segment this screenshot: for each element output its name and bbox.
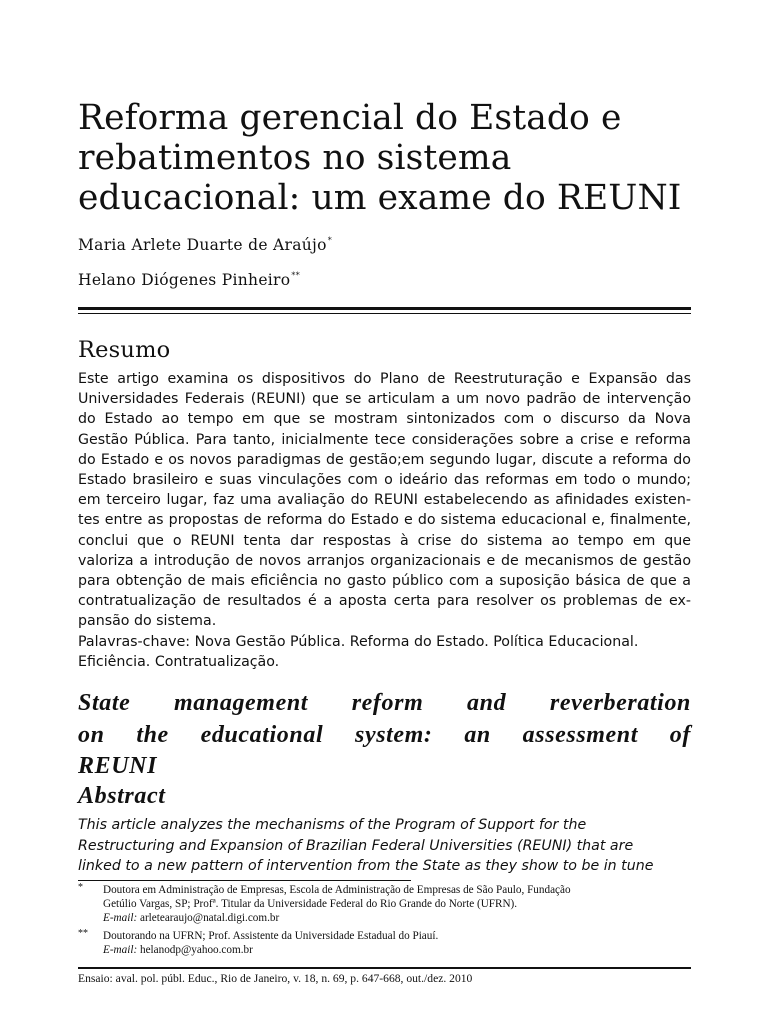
email-label: E-mail:	[103, 912, 138, 925]
abstract-line: linked to a new pattern of intervention from the State as they show to be in tune	[78, 858, 654, 874]
email-address: helanodp@yahoo.com.br	[139, 944, 253, 957]
author-1	[78, 236, 332, 254]
title-line: Reforma gerencial do Estado e	[78, 98, 622, 138]
resumo-line: Estado brasileiro e suas vinculações com o ideário das reformas em todo o mundo;	[78, 472, 691, 489]
author-name: Helano Diógenes Pinheiro	[78, 271, 291, 289]
author-name: Maria Arlete Duarte de Araújo	[78, 236, 327, 254]
footnote-text: Getúlio Vargas, SP; Profª. Titular da Universidade Federal do Rio Grande do Norte (UFRN).	[103, 898, 518, 911]
footnote-email-line	[103, 911, 279, 925]
english-title-line: State management reform and reverberation	[78, 690, 691, 716]
footer-divider	[78, 967, 691, 969]
resumo-line: Gestão Pública. Para tanto, inicialmente tece considerações sobre a crise e reforma	[78, 431, 691, 448]
abstract-line: Restructuring and Expansion of Brazilian Federal Universities (REUNI) that are	[78, 837, 634, 854]
paper-title	[78, 98, 698, 218]
english-title	[78, 688, 691, 783]
english-title-line: on the educational system: an assessment of	[78, 721, 691, 748]
resumo-line: conclui que o REUNI tenta dar respostas à crise do sistema ao tempo em que	[78, 532, 691, 549]
resumo-line: do Estado e os novos paradigmas de gestão;em segundo lugar, discute a reforma do	[78, 451, 691, 468]
email-label: E-mail:	[103, 944, 138, 957]
footnote-divider	[78, 880, 411, 881]
english-title-line: REUNI	[78, 753, 158, 779]
author-footnote-mark: **	[291, 271, 301, 280]
abstract-body	[78, 815, 691, 877]
author-2	[78, 271, 300, 289]
footnote-email-line	[103, 943, 253, 957]
resumo-line: Este artigo examina os dispositivos do Plano de Reestruturação e Expansão das	[78, 371, 691, 387]
resumo-line: em terceiro lugar, faz uma avaliação do REUNI estabelecendo as afinidades existen-	[78, 492, 691, 509]
resumo-line: para obtenção de mais eficiência no gasto público com a suposição básica de que a	[78, 573, 691, 590]
resumo-heading: Resumo	[78, 337, 171, 363]
footnote-mark: **	[78, 928, 88, 939]
title-line: educacional: um exame do REUNI	[78, 178, 682, 218]
footnote-text: Doutora em Administração de Empresas, Escola de Administração de Empresas de São Paulo, Fundação	[103, 884, 571, 896]
keywords-line: Palavras-chave: Nova Gestão Pública. Reforma do Estado. Política Educacional.	[78, 633, 639, 650]
footnote-mark: *	[78, 882, 83, 893]
resumo-line: do Estado ao tempo em que se mostram sintonizados com o discurso da Nova	[78, 411, 691, 428]
header-divider-thin	[78, 313, 691, 314]
resumo-body	[78, 369, 691, 672]
resumo-line: Universidades Federais (REUNI) que se articulam a um novo padrão de intervenção	[78, 391, 691, 408]
resumo-line: tes entre as propostas de reforma do Estado e do sistema educacional e, finalmente,	[78, 512, 691, 529]
title-line: rebatimentos no sistema	[78, 138, 512, 178]
keywords-line: Eficiência. Contratualização.	[78, 653, 280, 670]
resumo-line: contratualização de resultados é a aposta certa para resolver os problemas de ex-	[78, 593, 691, 610]
header-divider-thick	[78, 307, 691, 310]
footnote-text: Doutorando na UFRN; Prof. Assistente da Universidade Estadual do Piauí.	[103, 930, 439, 942]
resumo-line: pansão do sistema.	[78, 613, 217, 630]
email-address: arletearaujo@natal.digi.com.br	[139, 912, 280, 925]
abstract-heading: Abstract	[78, 783, 166, 809]
journal-citation: Ensaio: aval. pol. públ. Educ., Rio de Janeiro, v. 18, n. 69, p. 647-668, out./dez. 2010	[78, 972, 473, 985]
resumo-line: valoriza a introdução de novos arranjos organizacionais e de mecanismos de gestão	[78, 552, 691, 569]
author-footnote-mark: *	[327, 236, 333, 245]
abstract-line: This article analyzes the mechanisms of the Program of Support for the	[78, 817, 587, 833]
